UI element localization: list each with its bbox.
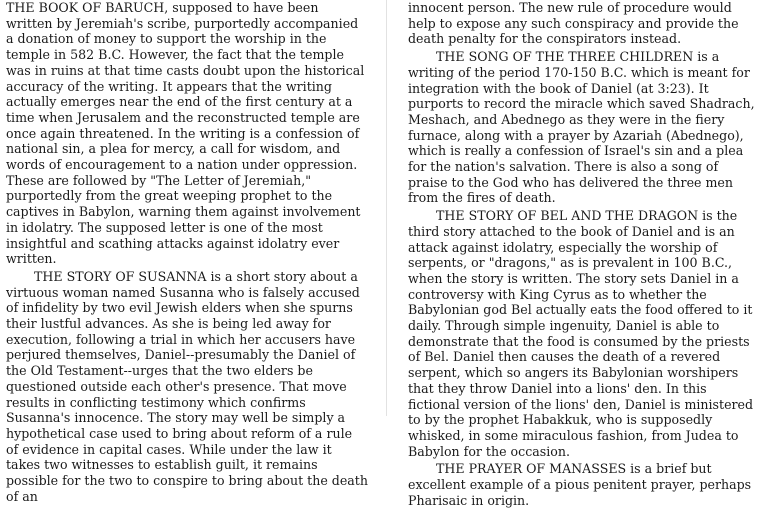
paragraph-book-of-baruch: THE BOOK OF BARUCH, supposed to have been written by Jeremiah's scribe, purportedly accompanied a donation of money to support the worship in the temple in 582 B.C. However, the fact that the temple was in ruins at that time casts doubt upon the historical accuracy of the writing. It appears that the writing actually emerges near the end of the first century at a time when Jerusalem and the reconstructed temple are once again threatened. In the writing is a confession of national sin, a plea for mercy, a call for wisdom, and words of encouragement to a nation under oppression. These are followed by "The Letter of Jeremiah," purportedly from the great weeping prophet to the captives in Babylon, warning them against involvement in idolatry. The supposed letter is one of the most insightful and scathing attacks against idolatry ever written. bbox=[6, 0, 365, 267]
right-page bbox=[408, 0, 756, 508]
paragraph-bel-and-the-dragon: THE STORY OF BEL AND THE DRAGON is the third story attached to the book of Daniel and is an attack against idolatry, especially the worship of serpents, or "dragons," as is prevalent in 100 B.C., when the story is written. The story sets Daniel in a controversy with King Cyrus as to whether the Babylonian god Bel actually eats the food offered to it daily. Through simple ingenuity, Daniel is able to demonstrate that the food is consumed by the priests of Bel. Daniel then causes the death of a revered serpent, which so angers its Babylonian worshipers that they throw Daniel into a lions' den. In this fictional version of the lions' den, Daniel is ministered to by the prophet Habakkuk, who is supposedly whisked, in some miraculous fashion, from Judea to Babylon for the occasion. bbox=[408, 208, 754, 459]
paragraph-story-of-susanna: THE STORY OF SUSANNA is a short story about a virtuous woman named Susanna who is falsely accused of infidelity by two evil Jewish elders when she spurns their lustful advances. As she is being led away for execution, following a trial in which her accusers have perjured themselves, Daniel--presumably the Daniel of the Old Testament--urges that the two elders be questioned outside each other's presence. That move results in conflicting testimony which confirms Susanna's innocence. The story may well be simply a hypothetical case used to bring about reform of a rule of evidence in capital cases. While under the law it takes two witnesses to establish guilt, it remains possible for the two to conspire to bring about the death of an bbox=[6, 268, 368, 504]
left-page bbox=[6, 0, 368, 504]
paragraph-prayer-of-manasses: THE PRAYER OF MANASSES is a brief but excellent example of a pious penitent prayer, perhaps Pharisaic in origin. bbox=[408, 461, 752, 508]
paragraph-song-of-three-children: THE SONG OF THE THREE CHILDREN is a writing of the period 170-150 B.C. which is meant for integration with the book of Daniel (at 3:23). It purports to record the miracle which saved Shadrach, Meshach, and Abednego as they were in the fiery furnace, along with a prayer by Azariah (Abednego), which is really a confession of Israel's sin and a plea for the nation's salvation. There is also a song of praise to the God who has delivered the three men from the fires of death. bbox=[408, 49, 755, 206]
page-gutter-divider bbox=[386, 0, 387, 416]
paragraph-susanna-continued: innocent person. The new rule of procedure would help to expose any such conspiracy and provide the death penalty for the conspirators instead. bbox=[408, 0, 739, 47]
